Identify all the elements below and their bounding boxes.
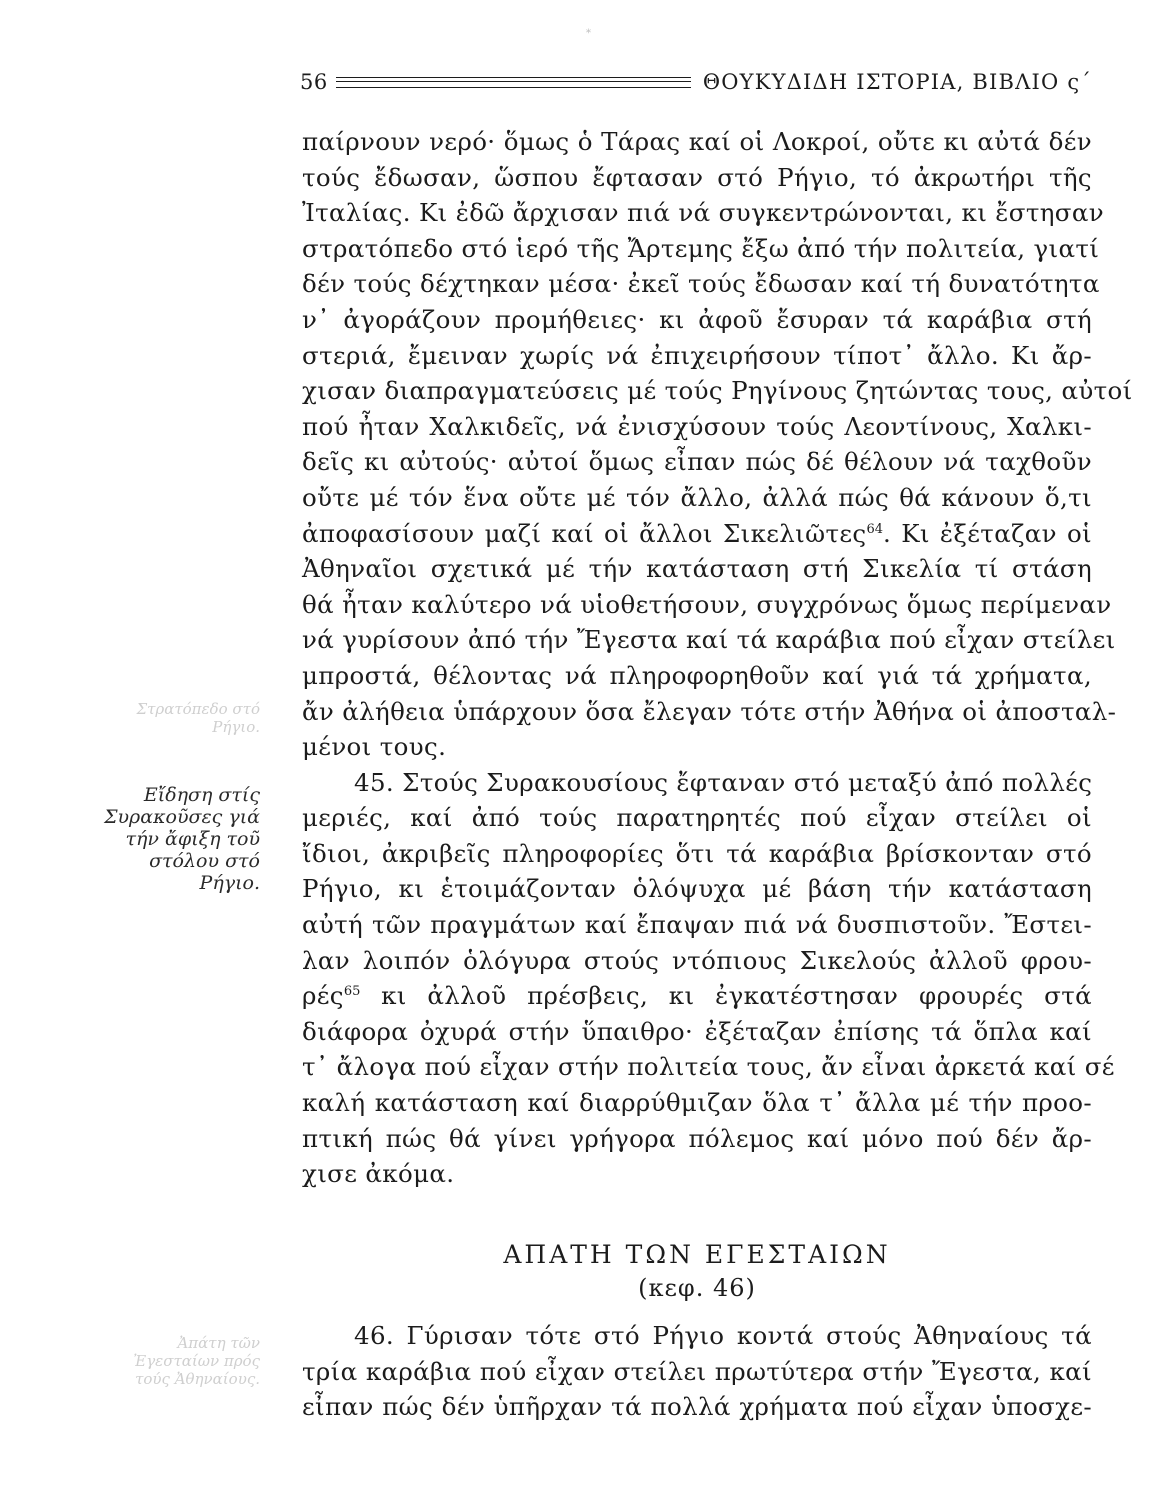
text-line: διάφορα ὀχυρά στήν ὕπαιθρο· ἐξέταζαν ἐπίσης τά ὅπλα καί: [302, 1016, 1092, 1046]
text-line: ν᾿ ἀγοράζουν προμήθειες· κι ἀφοῦ ἔσυραν τά καράβια στή: [302, 304, 1092, 334]
text-line: χισαν διαπραγματεύσεις μέ τούς Ρηγίνους ζητώντας τους, αὐτοί: [302, 376, 1133, 406]
text-span: κι ἀλλοῦ πρέσβεις, κι ἐγκατέστησαν φρουρές στά: [360, 981, 1092, 1011]
text-line: τούς ἔδωσαν, ὥσπου ἔφτασαν στό Ρήγιο, τό ἀκρωτήρι τῆς: [302, 162, 1092, 192]
text-line: στρατόπεδο στό ἱερό τῆς Ἄρτεμης ἔξω ἀπό τήν πολιτεία, γιατί: [302, 233, 1100, 263]
chapter-reference: (κεφ. 46): [638, 1274, 756, 1302]
text-line: οὔτε μέ τόν ἕνα οὔτε μέ τόν ἄλλο, ἀλλά πώς θά κάνουν ὅ,τι: [302, 482, 1092, 512]
text-line: τρία καράβια πού εἶχαν στείλει πρωτύτερα στήν Ἔγεστα, καί: [302, 1356, 1092, 1386]
margin-note-syracuse: Εἴδηση στίς Συρακοῦσες γιά τήν ἄφιξη τοῦ στόλου στό Ρήγιο.: [104, 784, 260, 894]
text-line: αὐτή τῶν πραγμάτων καί ἔπαψαν πιά νά δυσπιστοῦν. Ἔστει-: [302, 910, 1092, 940]
text-line: στεριά, ἔμειναν χωρίς νά ἐπιχειρήσουν τίποτ᾿ ἄλλο. Κι ἄρ-: [302, 340, 1092, 370]
text-line: μένοι τους.: [302, 732, 447, 762]
section-heading: [302, 1238, 1092, 1304]
text-span: ρές: [302, 981, 344, 1011]
header-rule: [336, 77, 691, 88]
paragraph: [302, 124, 1133, 765]
text-line: χισε ἀκόμα.: [302, 1159, 455, 1189]
text-line: [302, 978, 1092, 1014]
footnote-marker: 64: [866, 521, 884, 537]
text-line: δέν τούς δέχτηκαν μέσα· ἐκεῖ τούς ἔδωσαν καί τή δυνατότητα: [302, 269, 1100, 299]
margin-note-camp: Στρατόπεδο στό Ρήγιο.: [136, 700, 260, 736]
text-line: μπροστά, θέλοντας νά πληροφορηθοῦν καί γιά τά χρήματα,: [302, 660, 1092, 690]
text-line: ἴδιοι, ἀκριβεῖς πληροφορίες ὅτι τά καράβια βρίσκονταν στό: [302, 838, 1092, 868]
text-line: μεριές, καί ἀπό τούς παρατηρητές πού εἶχαν στείλει οἱ: [302, 803, 1092, 833]
text-line: καλή κατάσταση καί διαρρύθμιζαν ὅλα τ᾿ ἄλλα μέ τήν προο-: [302, 1088, 1092, 1118]
text-line: 45. Στούς Συρακουσίους ἔφταναν στό μεταξύ ἀπό πολλές: [354, 767, 1093, 797]
text-line: πτική πώς θά γίνει γρήγορα πόλεμος καί μόνο πού δέν ἄρ-: [302, 1123, 1092, 1153]
text-line: θά ἦταν καλύτερο νά υἱοθετήσουν, συγχρόνως ὅμως περίμεναν: [302, 589, 1112, 619]
section-title: ΑΠΑΤΗ ΤΩΝ ΕΓΕΣΤΑΙΩΝ: [503, 1240, 891, 1269]
text-line: Ἰταλίας. Κι ἐδῶ ἄρχισαν πιά νά συγκεντρώνονται, κι ἔστησαν: [302, 198, 1105, 228]
text-span: ἀποφασίσουν μαζί καί οἱ ἄλλοι Σικελιῶτες: [302, 518, 867, 548]
page-number: 56: [300, 70, 328, 94]
paragraph-45: [302, 765, 1115, 1192]
paragraph-46: [302, 1318, 1092, 1425]
running-head: ΘΟΥΚΥΔΙΔΗ ΙΣΤΟΡΙΑ, ΒΙΒΛΙΟ ς´: [702, 70, 1092, 94]
text-line: εἶπαν πώς δέν ὑπῆρχαν τά πολλά χρήματα πού εἶχαν ὑποσχε-: [302, 1392, 1092, 1422]
text-line: παίρνουν νερό· ὅμως ὁ Τάρας καί οἱ Λοκροί, οὔτε κι αὐτά δέν: [302, 127, 1092, 156]
main-text: [302, 124, 1133, 1192]
text-line: Ἀθηναῖοι σχετικά μέ τήν κατάσταση στή Σικελία τί στάση: [302, 554, 1092, 584]
text-line: λαν λοιπόν ὁλόγυρα στούς ντόπιους Σικελούς ἀλλοῦ φρου-: [302, 945, 1092, 975]
text-line: πού ἦταν Χαλκιδεῖς, νά ἐνισχύσουν τούς Λεοντίνους, Χαλκι-: [302, 411, 1092, 441]
text-span: . Κι ἐξέταζαν οἱ: [883, 518, 1092, 548]
text-line: τ᾿ ἄλογα πού εἶχαν στήν πολιτεία τους, ἄν εἶναι ἀρκετά καί σέ: [302, 1052, 1115, 1082]
text-line: ἄν ἀλήθεια ὑπάρχουν ὅσα ἔλεγαν τότε στήν Ἀθήνα οἱ ἀποσταλ-: [302, 696, 1117, 726]
text-line: [302, 516, 1092, 552]
text-line: Ρήγιο, κι ἑτοιμάζονταν ὁλόψυχα μέ βάση τήν κατάσταση: [302, 874, 1092, 904]
footnote-marker: 65: [343, 984, 361, 1000]
text-line: νά γυρίσουν ἀπό τήν Ἔγεστα καί τά καράβια πού εἶχαν στείλει: [302, 625, 1116, 655]
page-header: [300, 66, 1092, 98]
text-line: δεῖς κι αὐτούς· αὐτοί ὅμως εἶπαν πώς δέ θέλουν νά ταχθοῦν: [302, 447, 1092, 477]
text-line: 46. Γύρισαν τότε στό Ρήγιο κοντά στούς Ἀθηναίους τά: [354, 1321, 1092, 1350]
margin-note-egesta: Ἀπάτη τῶν Ἐγεσταίων πρός τούς Ἀθηναίους.: [133, 1334, 260, 1388]
top-mark: *: [586, 28, 591, 39]
